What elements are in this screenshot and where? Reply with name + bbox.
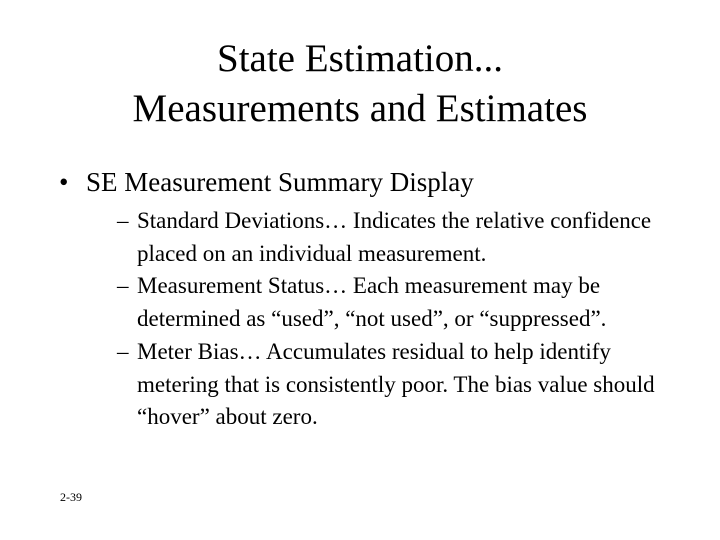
slide-title-line-1: State Estimation... xyxy=(217,37,503,80)
sub-bullet-meter-bias xyxy=(117,336,677,434)
sub-bullet-list xyxy=(117,205,677,434)
sub-bullet-measurement-status xyxy=(117,270,677,335)
dash-mark: – xyxy=(117,338,129,364)
dash-mark: – xyxy=(117,208,129,233)
sub-bullet-text: Standard Deviations… Indicates the relative confidence placed on an individual measurement. xyxy=(137,208,652,266)
bullet-mark: • xyxy=(59,167,69,197)
slide-title-line-2: Measurements and Estimates xyxy=(132,87,588,130)
main-bullet xyxy=(59,166,474,198)
sub-bullet-standard-deviations xyxy=(117,205,677,270)
dash-mark: – xyxy=(117,273,129,299)
sub-bullet-text: Measurement Status… Each measurement may be determined as “used”, “not used”, or “suppressed”. xyxy=(137,273,607,332)
slide-number: 2-39 xyxy=(60,490,82,504)
sub-bullet-text: Meter Bias… Accumulates residual to help identify metering that is consistently poor. The bias value should “hover” about zero. xyxy=(137,338,655,430)
main-bullet-text: SE Measurement Summary Display xyxy=(86,167,474,197)
slide-title xyxy=(0,34,720,134)
